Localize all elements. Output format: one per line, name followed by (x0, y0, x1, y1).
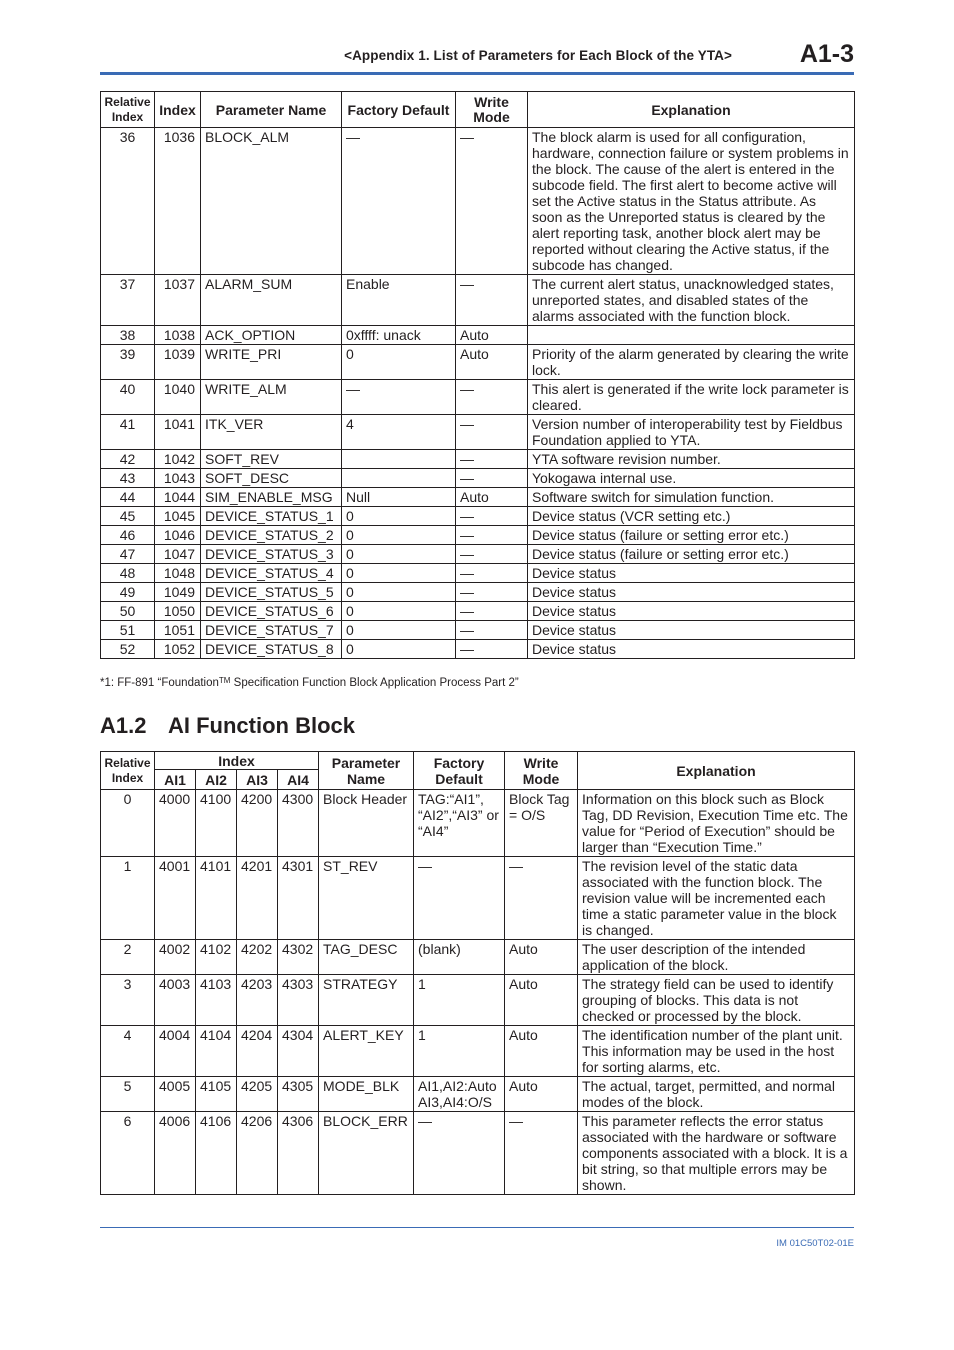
explanation-cell: Device status (528, 564, 855, 583)
explanation-cell: Device status (528, 640, 855, 659)
relative-index-cell: 1 (101, 857, 155, 940)
explanation-cell: Device status (VCR setting etc.) (528, 507, 855, 526)
relative-index-cell: 41 (101, 415, 155, 450)
table-row (101, 583, 855, 602)
parameter-name-cell: DEVICE_STATUS_1 (201, 507, 342, 526)
relative-index-cell: 4 (101, 1026, 155, 1077)
explanation-cell: This alert is generated if the write lock parameter is cleared. (528, 380, 855, 415)
ai1-index-cell: 4005 (155, 1077, 196, 1112)
write-mode-cell: — (505, 857, 578, 940)
write-mode-cell: — (456, 583, 528, 602)
factory-default-cell (342, 469, 456, 488)
ai4-index-cell: 4302 (278, 940, 319, 975)
relative-index-cell: 47 (101, 545, 155, 564)
ai2-index-cell: 4105 (196, 1077, 237, 1112)
index-cell: 1041 (155, 415, 201, 450)
relative-index-cell: 39 (101, 345, 155, 380)
parameter-name-cell: BLOCK_ALM (201, 128, 342, 275)
footnote-text-end: Specification Function Block Application Process Part 2” (230, 677, 519, 689)
explanation-cell: Version number of interoperability test by Fieldbus Foundation applied to YTA. (528, 415, 855, 450)
section-number: A1.2 (100, 713, 147, 738)
index-cell: 1045 (155, 507, 201, 526)
ai3-index-cell: 4206 (237, 1112, 278, 1195)
footer-rule (100, 1227, 854, 1228)
relative-index-cell: 49 (101, 583, 155, 602)
explanation-cell: The current alert status, unacknowledged states, unreported states, and disabled states of the alarms associated with the function block. (528, 275, 855, 326)
write-mode-cell: — (456, 526, 528, 545)
ai4-index-cell: 4305 (278, 1077, 319, 1112)
col-header-write-mode: Write Mode (505, 752, 578, 790)
table-row (101, 326, 855, 345)
ai2-index-cell: 4103 (196, 975, 237, 1026)
relative-index-cell: 51 (101, 621, 155, 640)
write-mode-cell: Auto (456, 488, 528, 507)
index-cell: 1039 (155, 345, 201, 380)
explanation-cell (528, 326, 855, 345)
explanation-cell: Device status (failure or setting error etc.) (528, 526, 855, 545)
factory-default-cell: 0 (342, 507, 456, 526)
col-header-index: Index (155, 752, 319, 770)
relative-index-cell: 52 (101, 640, 155, 659)
relative-index-cell: 46 (101, 526, 155, 545)
parameter-name-cell: SOFT_REV (201, 450, 342, 469)
write-mode-cell: Auto (505, 975, 578, 1026)
explanation-cell: Device status (528, 602, 855, 621)
section-heading (100, 713, 355, 739)
write-mode-cell: Auto (505, 1077, 578, 1112)
index-cell: 1042 (155, 450, 201, 469)
factory-default-cell: AI1,AI2:Auto AI3,AI4:O/S (414, 1077, 505, 1112)
relative-index-cell: 43 (101, 469, 155, 488)
parameter-name-cell: SOFT_DESC (201, 469, 342, 488)
relative-index-cell: 44 (101, 488, 155, 507)
write-mode-cell: — (456, 564, 528, 583)
write-mode-cell: — (456, 640, 528, 659)
table-row (101, 275, 855, 326)
ai2-index-cell: 4100 (196, 790, 237, 857)
factory-default-cell: TAG:“AI1”, “AI2”,“AI3” or “AI4” (414, 790, 505, 857)
factory-default-cell: — (414, 857, 505, 940)
col-header-factory-default: Factory Default (342, 92, 456, 128)
parameter-name-cell: ALERT_KEY (319, 1026, 414, 1077)
parameter-name-cell: Block Header (319, 790, 414, 857)
explanation-cell: Priority of the alarm generated by clearing the write lock. (528, 345, 855, 380)
write-mode-cell: Auto (505, 940, 578, 975)
ai3-index-cell: 4200 (237, 790, 278, 857)
table-row (101, 380, 855, 415)
table-row (101, 1077, 855, 1112)
table-row (101, 507, 855, 526)
write-mode-cell: Auto (456, 345, 528, 380)
ai3-index-cell: 4201 (237, 857, 278, 940)
explanation-cell: This parameter reflects the error status associated with the hardware or software components associated with a block. It is a bit string, so that multiple errors may be shown. (578, 1112, 855, 1195)
relative-index-cell: 36 (101, 128, 155, 275)
factory-default-cell: — (342, 380, 456, 415)
factory-default-cell (342, 450, 456, 469)
factory-default-cell: 1 (414, 1026, 505, 1077)
running-header-title: <Appendix 1. List of Parameters for Each Block of the YTA> (344, 48, 732, 63)
factory-default-cell: 4 (342, 415, 456, 450)
ai1-index-cell: 4000 (155, 790, 196, 857)
ai4-index-cell: 4300 (278, 790, 319, 857)
parameter-name-cell: BLOCK_ERR (319, 1112, 414, 1195)
table-row (101, 345, 855, 380)
ai3-index-cell: 4203 (237, 975, 278, 1026)
document-id: IM 01C50T02-01E (776, 1238, 854, 1249)
index-cell: 1046 (155, 526, 201, 545)
factory-default-cell: — (414, 1112, 505, 1195)
factory-default-cell: 0 (342, 640, 456, 659)
explanation-cell: The revision level of the static data associated with the function block. The revision value will be incremented each time a static parameter value in the block is changed. (578, 857, 855, 940)
explanation-cell: Information on this block such as Block Tag, DD Revision, Execution Time etc. The value for “Period of Execution” should be larger than “Execution Time.” (578, 790, 855, 857)
explanation-cell: Device status (528, 583, 855, 602)
factory-default-cell: 0 (342, 564, 456, 583)
explanation-cell: Device status (failure or setting error etc.) (528, 545, 855, 564)
parameter-name-cell: STRATEGY (319, 975, 414, 1026)
write-mode-cell: — (456, 469, 528, 488)
col-header-relative-index: Relative Index (101, 92, 155, 128)
col-header-ai4: AI4 (278, 770, 319, 790)
table-row (101, 450, 855, 469)
col-header-factory-default: Factory Default (414, 752, 505, 790)
write-mode-cell: Auto (505, 1026, 578, 1077)
relative-index-cell: 5 (101, 1077, 155, 1112)
factory-default-cell: 1 (414, 975, 505, 1026)
explanation-cell: Yokogawa internal use. (528, 469, 855, 488)
parameter-name-cell: ACK_OPTION (201, 326, 342, 345)
resource-block-parameter-table (100, 91, 855, 659)
parameter-name-cell: DEVICE_STATUS_4 (201, 564, 342, 583)
write-mode-cell: — (456, 415, 528, 450)
relative-index-cell: 40 (101, 380, 155, 415)
factory-default-cell: — (342, 128, 456, 275)
parameter-name-cell: DEVICE_STATUS_8 (201, 640, 342, 659)
factory-default-cell: 0 (342, 526, 456, 545)
parameter-name-cell: DEVICE_STATUS_2 (201, 526, 342, 545)
write-mode-cell: — (456, 545, 528, 564)
ai3-index-cell: 4202 (237, 940, 278, 975)
relative-index-cell: 6 (101, 1112, 155, 1195)
factory-default-cell: (blank) (414, 940, 505, 975)
page-number: A1-3 (799, 40, 854, 68)
explanation-cell: The actual, target, permitted, and normal modes of the block. (578, 1077, 855, 1112)
header-rule (100, 72, 854, 75)
index-cell: 1044 (155, 488, 201, 507)
table-row (101, 1026, 855, 1077)
explanation-cell: The user description of the intended application of the block. (578, 940, 855, 975)
index-cell: 1047 (155, 545, 201, 564)
table-row (101, 940, 855, 975)
write-mode-cell: — (456, 507, 528, 526)
col-header-ai1: AI1 (155, 770, 196, 790)
relative-index-cell: 38 (101, 326, 155, 345)
table-row (101, 1112, 855, 1195)
col-header-explanation: Explanation (528, 92, 855, 128)
write-mode-cell: Auto (456, 326, 528, 345)
ai3-index-cell: 4205 (237, 1077, 278, 1112)
index-cell: 1048 (155, 564, 201, 583)
factory-default-cell: 0 (342, 345, 456, 380)
table-row (101, 975, 855, 1026)
ai2-index-cell: 4106 (196, 1112, 237, 1195)
factory-default-cell: 0xffff: unack (342, 326, 456, 345)
index-cell: 1037 (155, 275, 201, 326)
table-row (101, 488, 855, 507)
ai-function-block-parameter-table (100, 751, 855, 1195)
section-title: AI Function Block (168, 713, 355, 738)
col-header-parameter-name: Parameter Name (201, 92, 342, 128)
parameter-name-cell: WRITE_ALM (201, 380, 342, 415)
explanation-cell: YTA software revision number. (528, 450, 855, 469)
relative-index-cell: 0 (101, 790, 155, 857)
write-mode-cell: Block Tag = O/S (505, 790, 578, 857)
parameter-name-cell: WRITE_PRI (201, 345, 342, 380)
table-row (101, 128, 855, 275)
col-header-ai2: AI2 (196, 770, 237, 790)
ai1-index-cell: 4004 (155, 1026, 196, 1077)
parameter-name-cell: TAG_DESC (319, 940, 414, 975)
factory-default-cell: Enable (342, 275, 456, 326)
write-mode-cell: — (456, 450, 528, 469)
factory-default-cell: 0 (342, 602, 456, 621)
index-cell: 1051 (155, 621, 201, 640)
parameter-name-cell: MODE_BLK (319, 1077, 414, 1112)
relative-index-cell: 2 (101, 940, 155, 975)
write-mode-cell: — (456, 602, 528, 621)
table-row (101, 602, 855, 621)
factory-default-cell: Null (342, 488, 456, 507)
table-row (101, 790, 855, 857)
table-row (101, 526, 855, 545)
factory-default-cell: 0 (342, 545, 456, 564)
write-mode-cell: — (456, 380, 528, 415)
parameter-name-cell: DEVICE_STATUS_6 (201, 602, 342, 621)
ai2-index-cell: 4102 (196, 940, 237, 975)
parameter-name-cell: ST_REV (319, 857, 414, 940)
write-mode-cell: — (456, 128, 528, 275)
table-row (101, 621, 855, 640)
parameter-name-cell: ALARM_SUM (201, 275, 342, 326)
table-row (101, 857, 855, 940)
col-header-index: Index (155, 92, 201, 128)
footnote (100, 676, 519, 689)
ai1-index-cell: 4006 (155, 1112, 196, 1195)
table-row (101, 640, 855, 659)
explanation-cell: The strategy field can be used to identify grouping of blocks. This data is not checked or processed by the block. (578, 975, 855, 1026)
parameter-name-cell: DEVICE_STATUS_5 (201, 583, 342, 602)
index-cell: 1038 (155, 326, 201, 345)
parameter-name-cell: DEVICE_STATUS_7 (201, 621, 342, 640)
index-cell: 1049 (155, 583, 201, 602)
relative-index-cell: 42 (101, 450, 155, 469)
table-row (101, 564, 855, 583)
relative-index-cell: 50 (101, 602, 155, 621)
trademark-superscript: TM (218, 676, 231, 685)
explanation-cell: The identification number of the plant unit. This information may be used in the host for sorting alarms, etc. (578, 1026, 855, 1077)
ai2-index-cell: 4101 (196, 857, 237, 940)
ai2-index-cell: 4104 (196, 1026, 237, 1077)
index-cell: 1050 (155, 602, 201, 621)
col-header-explanation: Explanation (578, 752, 855, 790)
col-header-relative-index: Relative Index (101, 752, 155, 790)
write-mode-cell: — (505, 1112, 578, 1195)
col-header-parameter-name: Parameter Name (319, 752, 414, 790)
factory-default-cell: 0 (342, 583, 456, 602)
ai1-index-cell: 4001 (155, 857, 196, 940)
ai1-index-cell: 4002 (155, 940, 196, 975)
index-cell: 1052 (155, 640, 201, 659)
relative-index-cell: 37 (101, 275, 155, 326)
parameter-name-cell: DEVICE_STATUS_3 (201, 545, 342, 564)
ai4-index-cell: 4306 (278, 1112, 319, 1195)
index-cell: 1040 (155, 380, 201, 415)
explanation-cell: Software switch for simulation function. (528, 488, 855, 507)
write-mode-cell: — (456, 621, 528, 640)
table-row (101, 545, 855, 564)
table-row (101, 415, 855, 450)
factory-default-cell: 0 (342, 621, 456, 640)
relative-index-cell: 48 (101, 564, 155, 583)
ai4-index-cell: 4303 (278, 975, 319, 1026)
index-cell: 1043 (155, 469, 201, 488)
table-row (101, 469, 855, 488)
col-header-ai3: AI3 (237, 770, 278, 790)
index-cell: 1036 (155, 128, 201, 275)
parameter-name-cell: ITK_VER (201, 415, 342, 450)
explanation-cell: Device status (528, 621, 855, 640)
ai4-index-cell: 4304 (278, 1026, 319, 1077)
ai4-index-cell: 4301 (278, 857, 319, 940)
ai3-index-cell: 4204 (237, 1026, 278, 1077)
write-mode-cell: — (456, 275, 528, 326)
footnote-text: *1: FF-891 “Foundation (100, 677, 219, 689)
explanation-cell: The block alarm is used for all configuration, hardware, connection failure or system problems in the block. The cause of the alert is entered in the subcode field. The first alert to become active will set the Active status in the Status attribute. As soon as the Unreported status is cleared by the alert reporting task, another block alert may be reported without clearing the Active status, if the subcode has changed. (528, 128, 855, 275)
relative-index-cell: 3 (101, 975, 155, 1026)
ai1-index-cell: 4003 (155, 975, 196, 1026)
relative-index-cell: 45 (101, 507, 155, 526)
col-header-write-mode: Write Mode (456, 92, 528, 128)
parameter-name-cell: SIM_ENABLE_MSG (201, 488, 342, 507)
